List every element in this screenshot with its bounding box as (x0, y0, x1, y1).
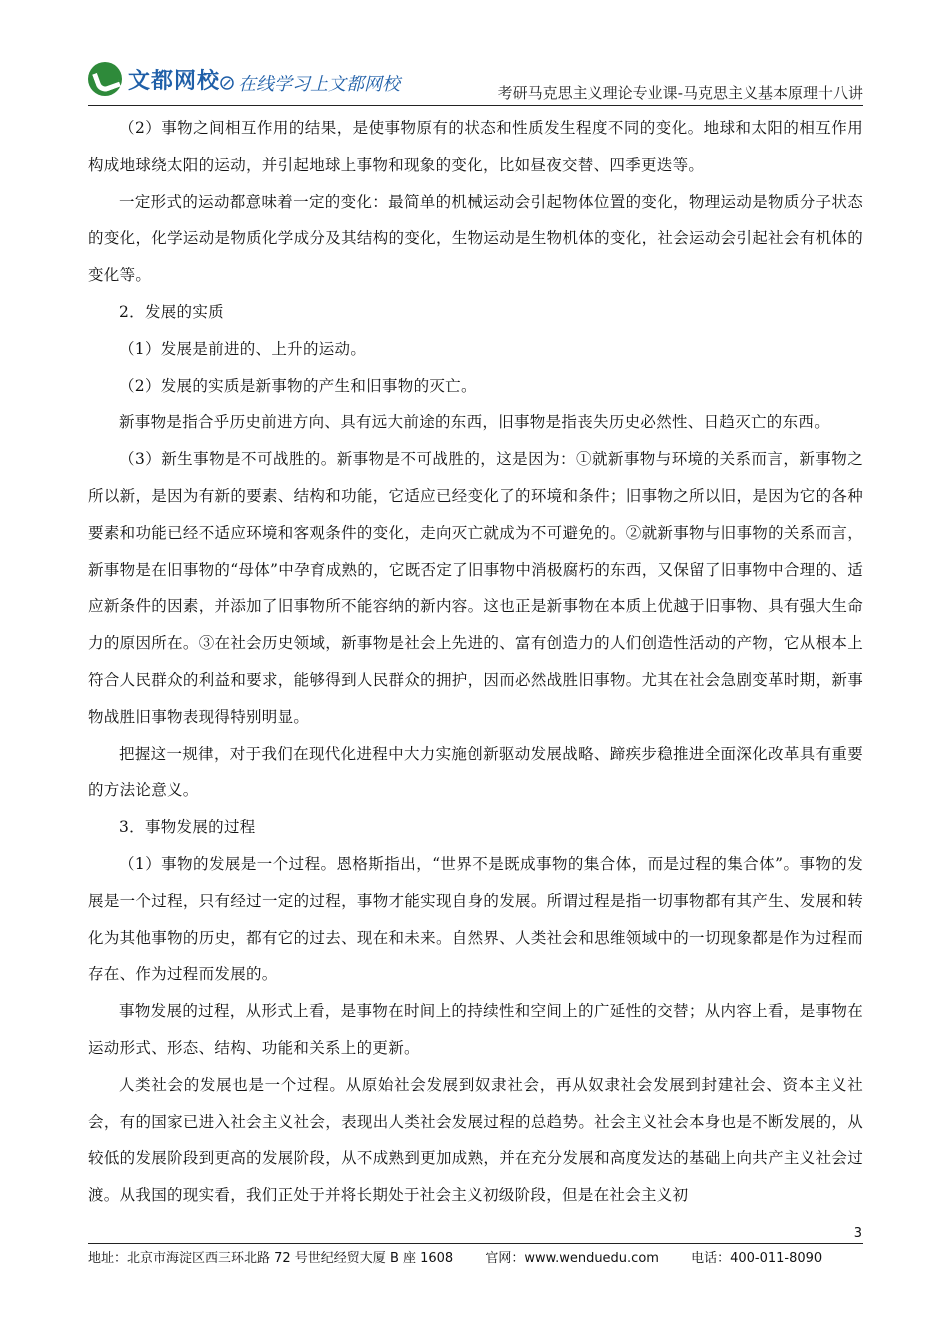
slogan-text: 在线学习上文都网校 (238, 74, 400, 95)
footer-divider (88, 1243, 863, 1244)
footer-phone: 电话：400-011-8090 (691, 1251, 823, 1266)
paragraph: （2）发展的实质是新事物的产生和旧事物的灭亡。 (119, 376, 477, 395)
page-header (88, 60, 863, 104)
document-body (88, 110, 863, 1214)
pen-icon (220, 76, 234, 90)
page-number: 3 (853, 1226, 862, 1241)
slogan (220, 70, 400, 96)
paragraph: 人类社会的发展也是一个过程。从原始社会发展到奴隶社会，再从奴隶社会发展到封建社会、资本主义社会，有的国家已进入社会主义社会，表现出人类社会发展过程的总趋势。社会主义社会本身也是不断发展的，从较低的发展阶段到更高的发展阶段，从不成熟到更加成熟，并在充分发展和高度发达的基础上向共产主义社会过渡。从我国的现实看，我们正处于并将长期处于社会主义初级阶段，但是在社会主义初 (88, 1075, 863, 1205)
paragraph: 把握这一规律，对于我们在现代化进程中大力实施创新驱动发展战略、蹄疾步稳推进全面深化改革具有重要的方法论意义。 (88, 744, 863, 800)
header-divider (88, 105, 863, 106)
paragraph: （1）发展是前进的、上升的运动。 (119, 339, 367, 358)
wendu-logo-icon (88, 62, 122, 96)
section-heading: 2．发展的实质 (119, 302, 224, 321)
paragraph: 一定形式的运动都意味着一定的变化：最简单的机械运动会引起物体位置的变化，物理运动是物质分子状态的变化，化学运动是物质化学成分及其结构的变化，生物运动是生物机体的变化，社会运动会引起社会有机体的变化等。 (88, 192, 863, 285)
section-heading: 3．事物发展的过程 (119, 818, 256, 837)
wendu-logo (88, 62, 220, 96)
paragraph: （3）新生事物是不可战胜的。新事物是不可战胜的，这是因为：①就新事物与环境的关系而言，新事物之所以新，是因为有新的要素、结构和功能，它适应已经变化了的环境和条件；旧事物之所以旧，是因为它的各种要素和功能已经不适应环境和客观条件的变化，走向灭亡就成为不可避免的。②就新事物与旧事物的关系而言，新事物是在旧事物的“母体”中孕育成熟的，它既否定了旧事物中消极腐朽的东西，又保留了旧事物中合理的、适应新条件的因素，并添加了旧事物所不能容纳的新内容。这也正是新事物在本质上优越于旧事物、具有强大生命力的原因所在。③在社会历史领域，新事物是社会上先进的、富有创造力的人们创造性活动的产物，它从根本上符合人民群众的利益和要求，能够得到人民群众的拥护，因而必然战胜旧事物。尤其在社会急剧变革时期，新事物战胜旧事物表现得特别明显。 (88, 450, 863, 726)
footer-website: 官网：www.wenduedu.com (485, 1251, 659, 1266)
logo-text: 文都网校 (128, 68, 221, 94)
paragraph: （2）事物之间相互作用的结果，是使事物原有的状态和性质发生程度不同的变化。地球和太阳的相互作用构成地球绕太阳的运动，并引起地球上事物和现象的变化，比如昼夜交替、四季更迭等。 (88, 119, 863, 174)
paragraph: 事物发展的过程，从形式上看，是事物在时间上的持续性和空间上的广延性的交替；从内容上看，是事物在运动形式、形态、结构、功能和关系上的更新。 (88, 1002, 863, 1057)
paragraph: 新事物是指合乎历史前进方向、具有远大前途的东西，旧事物是指丧失历史必然性、日趋灭亡的东西。 (119, 413, 831, 432)
paragraph: （1）事物的发展是一个过程。恩格斯指出，“世界不是既成事物的集合体，而是过程的集合体”。事物的发展是一个过程，只有经过一定的过程，事物才能实现自身的发展。所谓过程是指一切事物都有其产生、发展和转化为其他事物的历史，都有它的过去、现在和未来。自然界、人类社会和思维领域中的一切现象都是作为过程而存在、作为过程而发展的。 (88, 854, 863, 984)
course-title: 考研马克思主义理论专业课-马克思主义基本原理十八讲 (497, 84, 863, 102)
footer-address: 地址：北京市海淀区西三环北路 72 号世纪经贸大厦 B 座 1608 (88, 1251, 454, 1266)
page-footer (88, 1247, 863, 1266)
